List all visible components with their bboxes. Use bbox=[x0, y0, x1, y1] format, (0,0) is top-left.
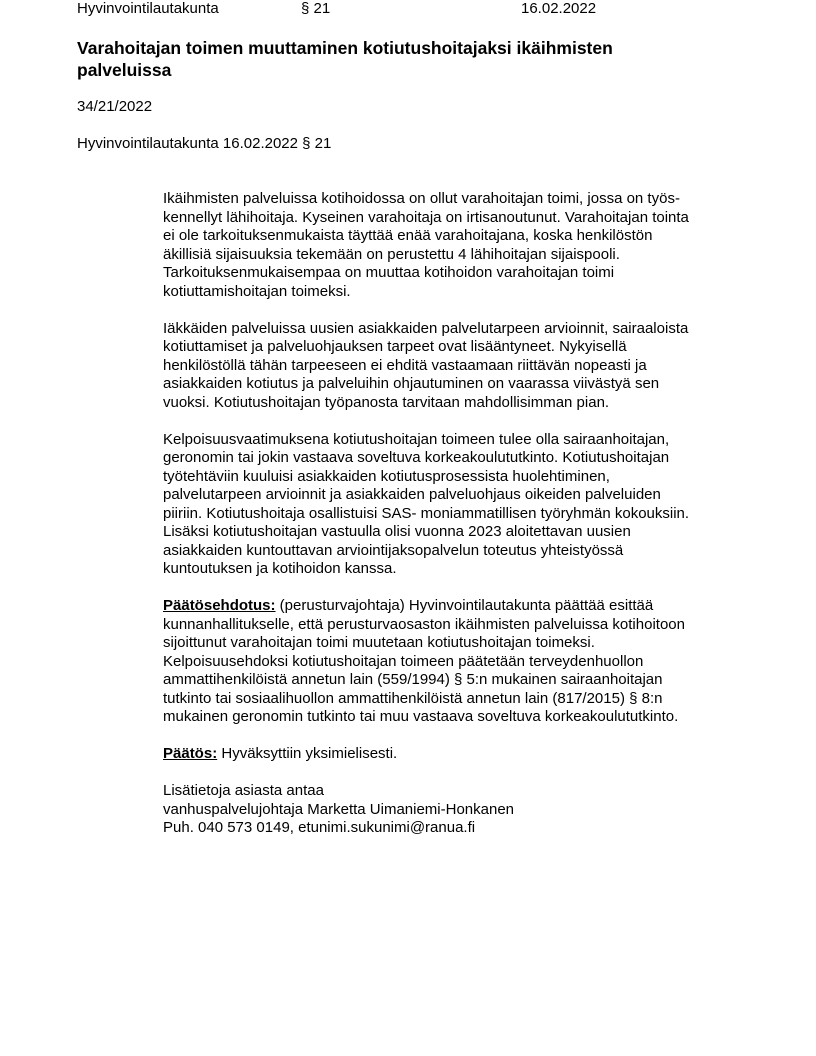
text-line: Ikäihmisten palveluissa kotihoidossa on ollut varahoitajan toimi, jossa on työs- bbox=[163, 190, 680, 207]
text-line: ammattihenkilöistä annetun lain (559/1994) § 5:n mukainen sairaanhoitajan bbox=[163, 671, 663, 688]
text-line: asiakkaiden kotiutus ja palveluihin ohjautuminen on vaarassa viivästyä sen bbox=[163, 375, 660, 392]
text-line bbox=[163, 597, 738, 616]
text-line: kennellyt lähihoitaja. Kyseinen varahoitaja on irtisanoutunut. Varahoitajan tointa bbox=[163, 208, 689, 226]
text-line: työtehtäviin kuuluisi asiakkaiden kotiutusprosessista huolehtiminen, bbox=[163, 467, 610, 485]
contact-line: Lisätietoja asiasta antaa bbox=[163, 782, 324, 799]
text-line bbox=[163, 745, 738, 764]
text-line: Lisäksi kotiutushoitajan vastuulla olisi vuonna 2023 aloitettavan uusien bbox=[163, 523, 631, 540]
text-line: äkillisiä sijaisuuksia tekemään on perustettu 4 lähihoitajan sijaispooli. bbox=[163, 245, 620, 263]
text-line: kotiuttamishoitajan toimeksi. bbox=[163, 282, 351, 300]
title-line: Varahoitajan toimen muuttaminen kotiutushoitajaksi ikäihmisten bbox=[77, 38, 613, 58]
text-line: kuntoutuksen ja kotihoidon kanssa. bbox=[163, 560, 397, 577]
paragraph-decision bbox=[163, 745, 738, 764]
case-number: 34/21/2022 bbox=[77, 98, 153, 115]
text-line: geronomin tai jokin vastaava soveltuva korkeakoulututkinto. Kotiutushoitajan bbox=[163, 449, 670, 466]
title-line: palveluissa bbox=[77, 60, 172, 80]
paragraph-requirements bbox=[163, 431, 738, 579]
decision-label: Päätös: bbox=[163, 745, 218, 762]
text-line: piiriin. Kotiutushoitaja osallistuisi SAS- moniammatillisen työryhmän kokouksiin. bbox=[163, 504, 690, 522]
paragraph-contact bbox=[163, 782, 738, 838]
text-line: henkilöstöllä tähän tarpeeseen ei ehditä vastaamaan riittävän nopeasti ja bbox=[163, 356, 647, 374]
text-line: Tarkoituksenmukaisempaa on muuttaa kotihoidon varahoitajan toimi bbox=[163, 264, 615, 281]
text-line: Kelpoisuusvaatimuksena kotiutushoitajan toimeen tulee olla sairaanhoitajan, bbox=[163, 430, 670, 448]
text-line: mukainen geronomin tutkinto tai muu vastaava soveltuva korkeakoulututkinto. bbox=[163, 708, 679, 725]
meeting-reference: Hyvinvointilautakunta 16.02.2022 § 21 bbox=[77, 135, 332, 152]
header-section-number: § 21 bbox=[301, 0, 331, 17]
paragraph-proposal bbox=[163, 597, 738, 727]
text-line: palvelutarpeen arvioinnit ja asiakkaiden palveluohjaus oikeiden palveluiden bbox=[163, 486, 661, 503]
text-line: ei ole tarkoituksenmukaista täyttää enää varahoitajana, koska henkilöstön bbox=[163, 227, 653, 244]
text-line: vuoksi. Kotiutushoitajan työpanosta tarvitaan mahdollisimman pian. bbox=[163, 393, 610, 411]
text-line: sijoittunut varahoitajan toimi muutetaan kotiutushoitajan toimeksi. bbox=[163, 634, 595, 651]
text-line: Kelpoisuusehdoksi kotiutushoitajan toimeen päätetään terveydenhuollon bbox=[163, 652, 644, 670]
contact-line: Puh. 040 573 0149, etunimi.sukunimi@ranua.fi bbox=[163, 819, 476, 836]
proposal-label: Päätösehdotus: bbox=[163, 597, 276, 614]
document-title bbox=[77, 37, 717, 81]
text-line: asiakkaiden kuntouttavan arviointijaksopalvelun toteutus yhteistyössä bbox=[163, 541, 624, 559]
document-body bbox=[163, 190, 738, 856]
text-line: tutkinto tai sosiaalihuollon ammattihenkilöistä annetun lain (817/2015) § 8:n bbox=[163, 689, 663, 707]
text-line: kunnanhallitukselle, että perusturvaosaston ikäihmisten palveluissa kotihoitoon bbox=[163, 615, 685, 633]
text-line: Iäkkäiden palveluissa uusien asiakkaiden palvelutarpeen arvioinnit, sairaaloista bbox=[163, 319, 689, 337]
header-board-name: Hyvinvointilautakunta bbox=[77, 0, 219, 17]
document-header bbox=[0, 0, 816, 20]
header-date: 16.02.2022 bbox=[521, 0, 597, 17]
paragraph-background bbox=[163, 190, 738, 301]
text-line: kotiuttamiset ja palveluohjauksen tarpeet ovat lisääntyneet. Nykyisellä bbox=[163, 338, 627, 355]
decision-text: Hyväksyttiin yksimielisesti. bbox=[217, 745, 398, 762]
contact-line: vanhuspalvelujohtaja Marketta Uimaniemi-Honkanen bbox=[163, 800, 515, 818]
paragraph-need bbox=[163, 320, 738, 413]
proposal-first-line: (perusturvajohtaja) Hyvinvointilautakunta päättää esittää bbox=[275, 597, 654, 614]
